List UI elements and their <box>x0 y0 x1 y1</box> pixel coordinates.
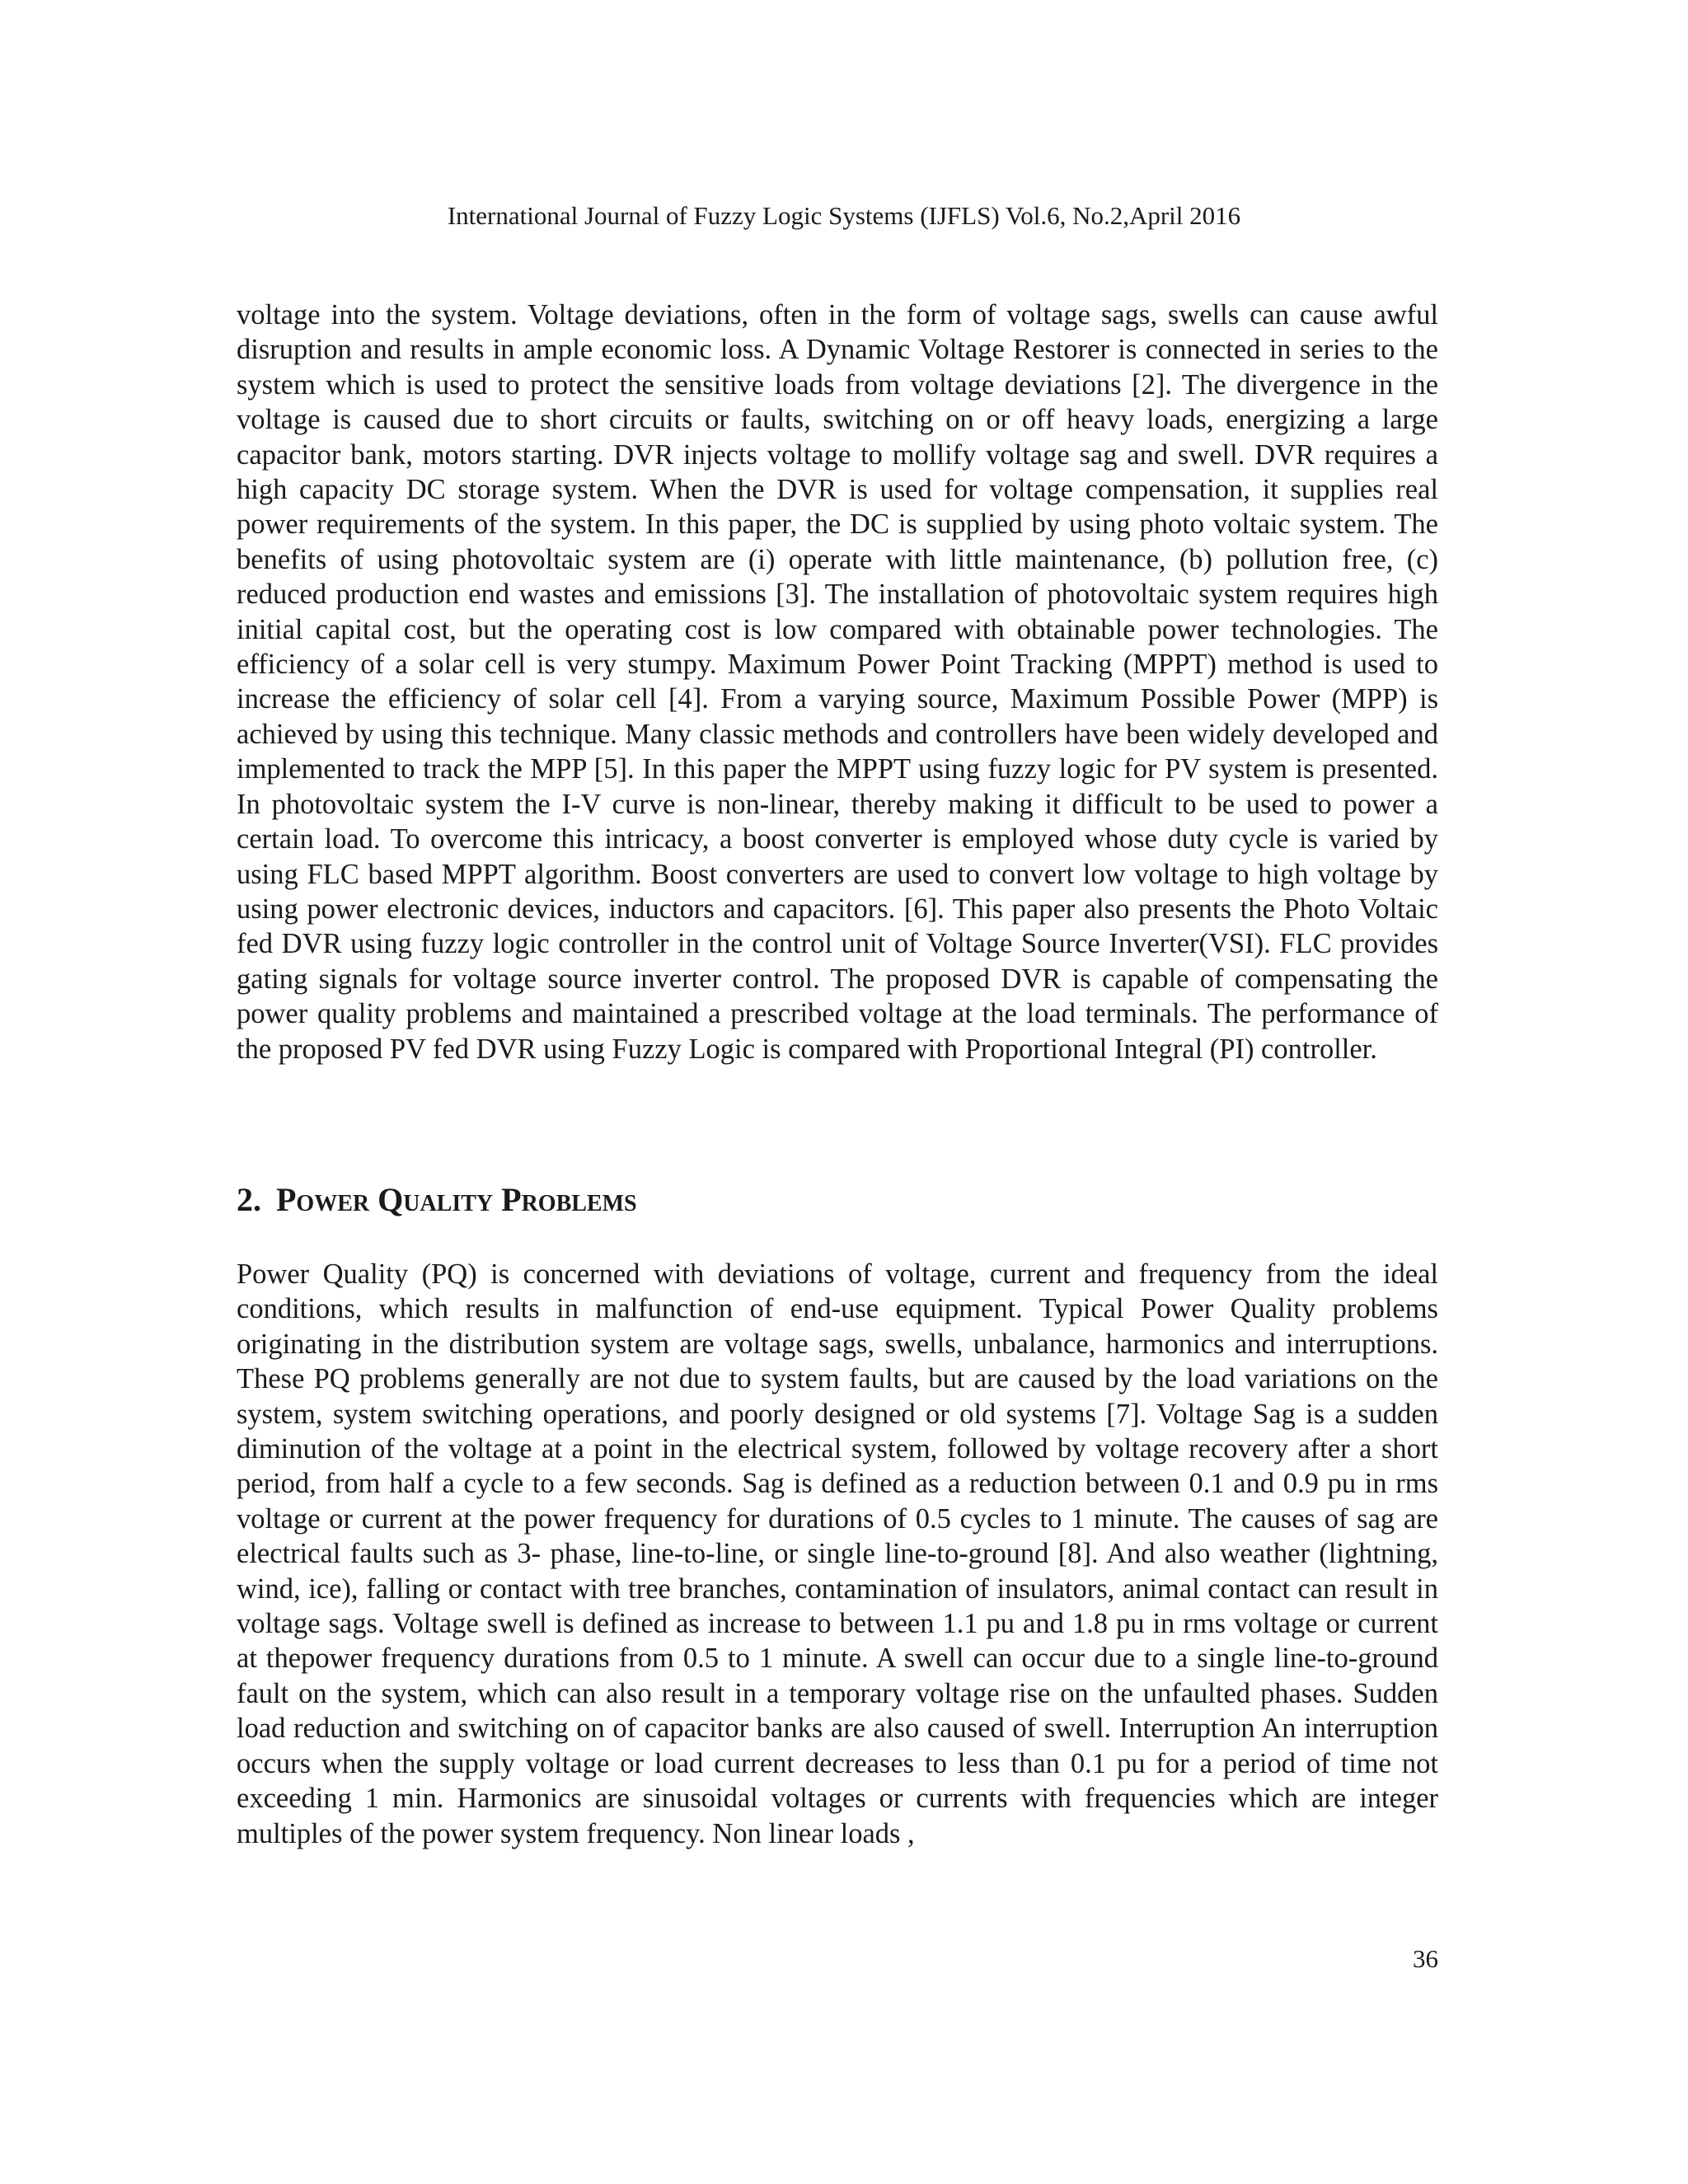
paragraph-intro-continued: voltage into the system. Voltage deviations, often in the form of voltage sags, swells can cause awful disruption and results in ample economic loss. A Dynamic Voltage Restorer is connected in series to the system which is used to protect the sensitive loads from voltage deviations [2]. The divergence in the voltage is caused due to short circuits or faults, switching on or off heavy loads, energizing a large capacitor bank, motors starting. DVR injects voltage to mollify voltage sag and swell. DVR requires a high capacity DC storage system. When the DVR is used for voltage compensation, it supplies real power requirements of the system. In this paper, the DC is supplied by using photo voltaic system. The benefits of using photovoltaic system are (i) operate with little maintenance, (b) pollution free, (c) reduced production end wastes and emissions [3]. The installation of photovoltaic system requires high initial capital cost, but the operating cost is low compared with obtainable power technologies. The efficiency of a solar cell is very stumpy. Maximum Power Point Tracking (MPPT) method is used to increase the efficiency of solar cell [4]. From a varying source, Maximum Possible Power (MPP) is achieved by using this technique. Many classic methods and controllers have been widely developed and implemented to track the MPP [5]. In this paper the MPPT using fuzzy logic for PV system is presented. In photovoltaic system the I-V curve is non-linear, thereby making it difficult to be used to power a certain load. To overcome this intricacy, a boost converter is employed whose duty cycle is varied by using FLC based MPPT algorithm. Boost converters are used to convert low voltage to high voltage by using power electronic devices, inductors and capacitors. [6]. This paper also presents the Photo Voltaic fed DVR using fuzzy logic controller in the control unit of Voltage Source Inverter(VSI). FLC provides gating signals for voltage source inverter control. The proposed DVR is capable of compensating the power quality problems and maintained a prescribed voltage at the load terminals. The performance of the proposed PV fed DVR using Fuzzy Logic is compared with Proportional Integral (PI) controller. <box>237 299 1438 1065</box>
paragraph-power-quality: Power Quality (PQ) is concerned with deviations of voltage, current and frequency from the ideal conditions, which results in malfunction of end-use equipment. Typical Power Quality problems originating in the distribution system are voltage sags, swells, unbalance, harmonics and interruptions. These PQ problems generally are not due to system faults, but are caused by the load variations on the system, system switching operations, and poorly designed or old systems [7]. Voltage Sag is a sudden diminution of the voltage at a point in the electrical system, followed by voltage recovery after a short period, from half a cycle to a few seconds. Sag is defined as a reduction between 0.1 and 0.9 pu in rms voltage or current at the power frequency for durations of 0.5 cycles to 1 minute. The causes of sag are electrical faults such as 3- phase, line-to-line, or single line-to-ground [8]. And also weather (lightning, wind, ice), falling or contact with tree branches, contamination of insulators, animal contact can result in voltage sags. Voltage swell is defined as increase to between 1.1 pu and 1.8 pu in rms voltage or current at thepower frequency durations from 0.5 to 1 minute. A swell can occur due to a single line-to-ground fault on the system, which can also result in a temporary voltage rise on the unfaulted phases. Sudden load reduction and switching on of capacitor banks are also caused of swell. Interruption An interruption occurs when the supply voltage or load current decreases to less than 0.1 pu for a period of time not exceeding 1 min. Harmonics are sinusoidal voltages or currents with frequencies which are integer multiples of the power system frequency. Non linear loads , <box>237 1258 1438 1849</box>
section-heading <box>237 1179 1438 1221</box>
section-number: 2. <box>237 1181 261 1218</box>
page-number: 36 <box>1413 1944 1438 1973</box>
running-header: International Journal of Fuzzy Logic Systems (IJFLS) Vol.6, No.2,April 2016 <box>447 201 1241 230</box>
section-title: Power Quality Problems <box>276 1181 637 1218</box>
